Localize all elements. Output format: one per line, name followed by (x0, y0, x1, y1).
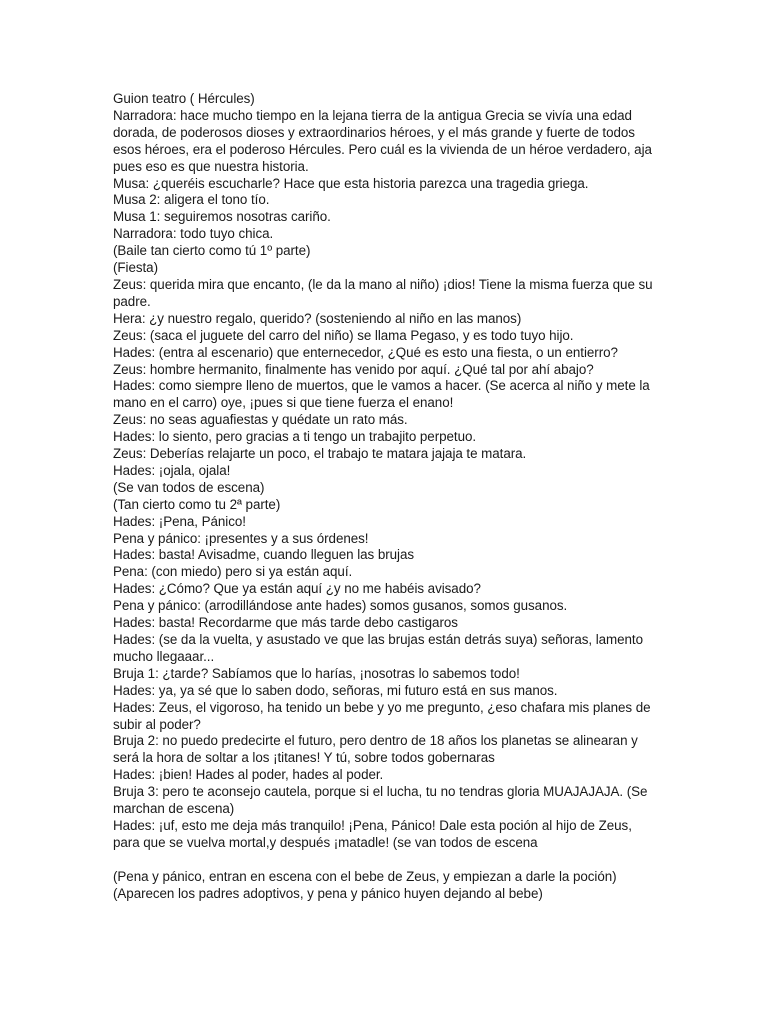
script-line: Narradora: todo tuyo chica. (113, 226, 274, 242)
script-line: (Tan cierto como tu 2ª parte) (113, 496, 281, 512)
script-document (113, 91, 658, 902)
script-line: Zeus: querida mira que encanto, (le da la mano al niño) ¡dios! Tiene la misma fuerza que su padre. (113, 276, 653, 309)
script-line: Musa: ¿queréis escucharle? Hace que esta historia parezca una tragedia griega. (113, 175, 589, 191)
script-line: (Fiesta) (113, 260, 158, 276)
script-line: Hades: basta! Avisadme, cuando lleguen las brujas (113, 547, 415, 563)
script-line: Hades: basta! Recordarme que más tarde debo castigaros (113, 615, 458, 631)
script-line: Pena y pánico: ¡presentes y a sus órdenes! (113, 530, 369, 546)
script-line: (Baile tan cierto como tú 1º parte) (113, 243, 311, 259)
closing-paragraph: (Pena y pánico, entran en escena con el bebe de Zeus, y empiezan a darle la poción) (Aparecen los padres adoptivos, y pena y pánico huyen dejando al bebe) (113, 868, 617, 901)
script-line: Zeus: no seas aguafiestas y quédate un rato más. (113, 412, 408, 428)
script-line: Zeus: Deberías relajarte un poco, el trabajo te matara jajaja te matara. (113, 446, 527, 462)
script-line: Hades: ¡ojala, ojala! (113, 462, 231, 478)
script-line: Bruja 1: ¿tarde? Sabíamos que lo harías, ¡nosotras lo sabemos todo! (113, 665, 520, 681)
document-title: Guion teatro ( Hércules) (113, 91, 255, 106)
script-line: Hades: ya, ya sé que lo saben dodo, señoras, mi futuro está en sus manos. (113, 682, 558, 698)
script-line: Narradora: hace mucho tiempo en la lejana tierra de la antigua Grecia se vivía una edad dorada, de poderosos dioses y extraordinarios héroes, y el más grande y fuerte de todos esos héroes, era el poderoso Hércules. Pero cuál es la vivienda de un héroe verdadero, aja pues eso es que nuestra historia. (113, 107, 652, 174)
script-line: Musa 2: aligera el tono tío. (113, 192, 270, 208)
script-line: Hades: como siempre lleno de muertos, que le vamos a hacer. (Se acerca al niño y mete la mano en el carro) oye, ¡pues si que tiene fuerza el enano! (113, 378, 650, 411)
script-line: Hades: (entra al escenario) que enternecedor, ¿Qué es esto una fiesta, o un entierro? (113, 344, 618, 360)
script-line: Musa 1: seguiremos nosotras cariño. (113, 209, 331, 225)
script-line: Hades: ¡Pena, Pánico! (113, 513, 246, 529)
script-line: Pena y pánico: (arrodillándose ante hades) somos gusanos, somos gusanos. (113, 598, 568, 614)
script-line: Pena: (con miedo) pero si ya están aquí. (113, 564, 353, 580)
script-line: Hades: Zeus, el vigoroso, ha tenido un bebe y yo me pregunto, ¿eso chafara mis planes de subir al poder? (113, 699, 651, 732)
script-line: Hera: ¿y nuestro regalo, querido? (sosteniendo al niño en las manos) (113, 310, 522, 326)
script-line: Hades: lo siento, pero gracias a ti tengo un trabajito perpetuo. (113, 429, 477, 445)
script-line: Bruja 2: no puedo predecirte el futuro, pero dentro de 18 años los planetas se alinearan y será la hora de soltar a los ¡titanes! Y tú, sobre todos gobernaras (113, 733, 638, 766)
script-line: Hades: ¡bien! Hades al poder, hades al poder. (113, 767, 384, 783)
script-line: Hades: (se da la vuelta, y asustado ve que las brujas están detrás suya) señoras, lamento mucho llegaaar... (113, 632, 643, 664)
script-line: Hades: ¿Cómo? Que ya están aquí ¿y no me habéis avisado? (113, 581, 481, 597)
script-line: Hades: ¡uf, esto me deja más tranquilo! ¡Pena, Pánico! Dale esta poción al hijo de Zeus, para que se vuelva mortal,y después ¡matadle! (se van todos de escena (113, 817, 632, 850)
script-line: (Se van todos de escena) (113, 479, 265, 495)
paragraph-gap (113, 852, 658, 869)
script-line: Zeus: hombre hermanito, finalmente has venido por aquí. ¿Qué tal por ahí abajo? (113, 361, 594, 377)
script-line: Bruja 3: pero te aconsejo cautela, porque si el lucha, tu no tendras gloria MUAJAJAJA. (Se marchan de escena) (113, 784, 648, 817)
script-line: Zeus: (saca el juguete del carro del niño) se llama Pegaso, y es todo tuyo hijo. (113, 327, 574, 343)
